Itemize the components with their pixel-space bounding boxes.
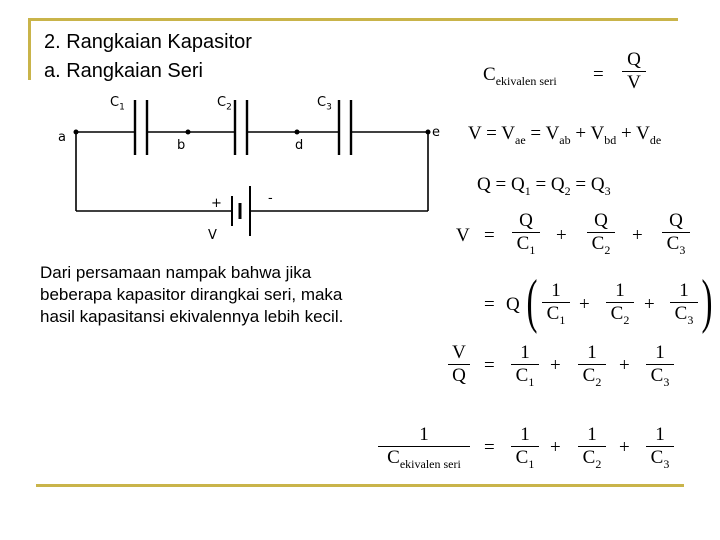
eq-equals: = xyxy=(593,64,604,85)
eq4-plus-1: + xyxy=(556,225,567,246)
circuit-diagram xyxy=(0,0,460,260)
eq6-frac-1-c2: 1 $C_2$ xyxy=(578,343,606,392)
eq7-frac-1-ceq: 1 $C_{ekivalen seri}$ xyxy=(378,425,470,474)
node-label-e: e xyxy=(432,125,440,140)
eq4-frac-q-c3: Q $C_3$ xyxy=(662,211,690,260)
battery-voltage-label: V xyxy=(208,228,217,243)
eq4-frac-q-c2: Q $C_2$ xyxy=(587,211,615,260)
battery-plus-label: + xyxy=(211,196,222,211)
eq6-frac-v-q: V Q xyxy=(448,343,470,386)
eq5-left-paren: ( xyxy=(526,268,538,334)
slide-title: 2. Rangkaian Kapasitor xyxy=(44,31,252,53)
node-label-d: d xyxy=(295,138,304,153)
battery-minus-label: - xyxy=(268,191,273,206)
capacitor-label-c3: $C_3$ xyxy=(317,95,332,113)
eq5-plus-2: + xyxy=(644,294,655,315)
eq-fraction-q-over-v: Q V xyxy=(622,50,646,93)
eq7-plus-2: + xyxy=(619,437,630,458)
eq5-q: Q xyxy=(506,294,520,315)
eq7-frac-1-c2: 1 $C_2$ xyxy=(578,425,606,474)
eq7-equals: = xyxy=(484,437,495,458)
eq6-plus-1: + xyxy=(550,355,561,376)
eq-ceq-lhs: $C_{ekivalen seri}$ xyxy=(483,64,557,88)
eq6-frac-1-c1: 1 $C_1$ xyxy=(511,343,539,392)
node-label-b: b xyxy=(177,138,186,153)
eq7-frac-1-c1: 1 $C_1$ xyxy=(511,425,539,474)
node-label-a: a xyxy=(58,130,66,145)
eq7-frac-1-c3: 1 $C_3$ xyxy=(646,425,674,474)
eq5-equals: = xyxy=(484,294,495,315)
explanation-paragraph: Dari persamaan nampak bahwa jika beberapa kapasitor dirangkai seri, maka hasil kapasitansi ekivalennya lebih kecil. xyxy=(40,263,344,326)
eq6-plus-2: + xyxy=(619,355,630,376)
slide-subtitle: a. Rangkaian Seri xyxy=(44,60,203,82)
eq5-plus-1: + xyxy=(579,294,590,315)
eq4-plus-2: + xyxy=(632,225,643,246)
capacitor-label-c2: $C_2$ xyxy=(217,95,232,113)
eq6-frac-1-c3: 1 $C_3$ xyxy=(646,343,674,392)
eq4-frac-q-c1: Q $C_1$ xyxy=(512,211,540,260)
eq-charge-equal: $Q = Q_1 = Q_2 = Q_3$ xyxy=(477,174,611,198)
eq6-equals: = xyxy=(484,355,495,376)
eq5-frac-1-c1: 1 $C_1$ xyxy=(542,281,570,330)
capacitor-label-c1: $C_1$ xyxy=(110,95,125,113)
eq5-frac-1-c2: 1 $C_2$ xyxy=(606,281,634,330)
eq4-v: V xyxy=(456,225,470,246)
eq5-frac-1-c3: 1 $C_3$ xyxy=(670,281,698,330)
eq7-plus-1: + xyxy=(550,437,561,458)
decor-bottom-line xyxy=(36,484,684,487)
eq5-right-paren: ) xyxy=(701,268,713,334)
eq-voltage-sum: $V = V_{ae} = V_{ab} + V_{bd} + V_{de}$ xyxy=(468,123,662,147)
eq4-equals: = xyxy=(484,225,495,246)
